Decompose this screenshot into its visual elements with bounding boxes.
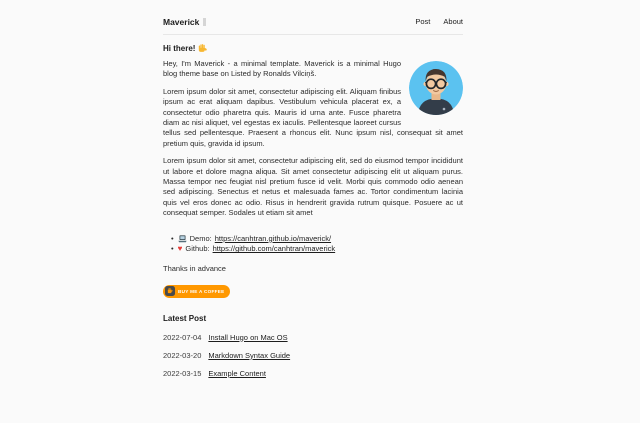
site-title-wrap — [163, 17, 206, 27]
laptop-icon — [178, 235, 187, 243]
main-nav — [415, 17, 463, 26]
nav-item-post[interactable]: Post — [415, 17, 431, 26]
post-link-install-hugo[interactable]: Install Hugo on Mac OS — [208, 332, 288, 342]
title-cursor — [203, 18, 206, 26]
intro-paragraph-3: Lorem ipsum dolor sit amet, consectetur adipiscing elit, sed do eiusmod tempor incididunt ut labore et dolore magna aliqua. Sit amet consectetur adipiscing elit ut aliquam purus. Massa tempor nec feugiat nisl pretium fusce id velit. Morbi quis commodo odio aenean sed adipiscing. Senectus et netus et malesuada fames ac. Tortor condimentum lacinia quis vel eros donec ac odio. Risus in hendrerit gravida rutrum quisque. Posuere ac ut consequat semper. Sodales ut etiam sit amet — [163, 156, 463, 218]
resource-label: Github: — [185, 244, 210, 254]
man-with-glasses-avatar — [409, 61, 463, 115]
intro-paragraph-1: Hey, I'm Maverick - a minimal template. Maverick is a minimal Hugo blog theme base on Listed by Ronalds Vilciņš. — [163, 59, 401, 79]
github-link[interactable]: https://github.com/canhtran/maverick — [212, 244, 336, 254]
post-date: 2022-03-20 — [163, 350, 202, 360]
post-link-markdown-guide[interactable]: Markdown Syntax Guide — [208, 350, 291, 360]
post-row — [163, 333, 463, 343]
intro-body — [163, 59, 463, 226]
buy-me-a-coffee-badge[interactable] — [163, 285, 230, 298]
site-header — [163, 16, 463, 27]
intro-paragraph-2: Lorem ipsum dolor sit amet, consectetur adipiscing elit. Aliquam finibus ipsum ac erat aliquam dapibus. Vestibulum vehicula placerat ex, a consectetur odio pharetra quis. Mauris id urna ante. Fusce pharetra diam ac nisi aliquet, vel egestas ex iaculis. Pellentesque laoreet cursus tellus sed pellentesque. Praesent a rhoncus elit. Nunc ipsum nisl, consequat sit amet pretium quis, gravida id ipsum. — [163, 86, 463, 148]
list-item-github — [171, 244, 463, 255]
site-title-link[interactable]: Maverick — [163, 16, 200, 27]
demo-link[interactable]: https://canhtran.github.io/maverick/ — [214, 233, 332, 243]
post-link-example-content[interactable]: Example Content — [208, 368, 266, 378]
bullet-dot: • — [171, 233, 174, 243]
resource-label: Demo: — [189, 233, 212, 243]
wave-hand-icon — [198, 43, 208, 53]
bullet-dot: • — [171, 244, 174, 254]
header-divider — [163, 34, 463, 35]
post-date: 2022-03-15 — [163, 368, 202, 378]
heart-icon: ♥ — [177, 244, 183, 254]
latest-post-heading: Latest Post — [163, 313, 207, 323]
list-item-demo — [171, 234, 463, 245]
badge-label: BUY ME A COFFEE — [178, 288, 225, 294]
page-container — [163, 0, 463, 379]
nav-item-about[interactable]: About — [443, 17, 463, 26]
coffee-cup-icon — [165, 286, 175, 296]
thanks-text: Thanks in advance — [163, 263, 226, 273]
resource-list — [163, 234, 463, 255]
post-date: 2022-07-04 — [163, 332, 202, 342]
post-row — [163, 369, 463, 379]
intro-heading-text: Hi there! — [163, 43, 196, 53]
post-row — [163, 351, 463, 361]
intro-heading — [163, 43, 463, 53]
